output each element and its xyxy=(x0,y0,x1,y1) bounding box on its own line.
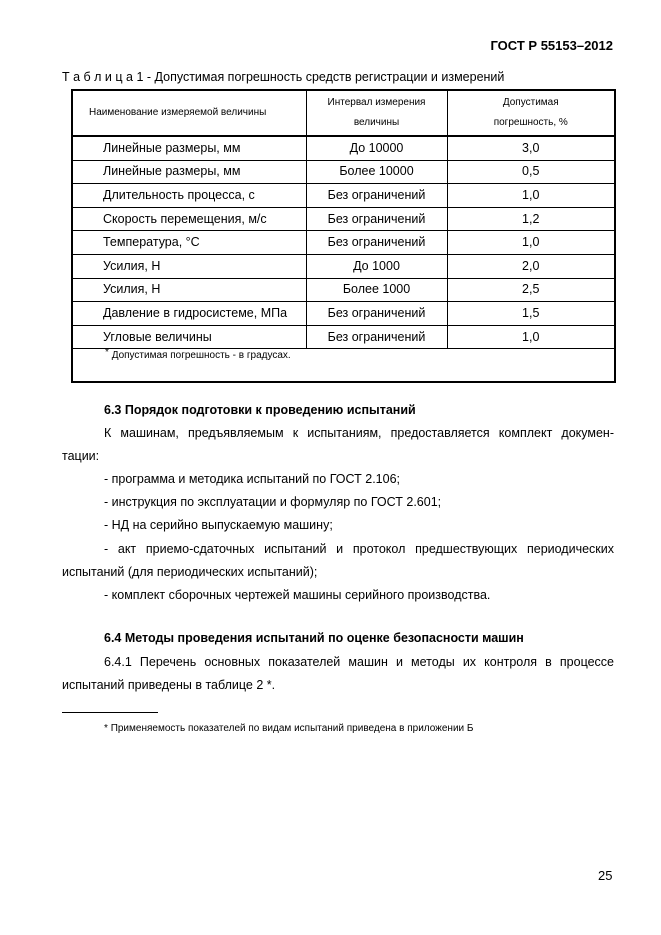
table-row xyxy=(72,207,615,231)
list-item-continuation: испытаний (для периодических испытаний); xyxy=(62,565,318,579)
cell-interval: До 1000 xyxy=(306,254,447,278)
table-note-row xyxy=(72,349,615,383)
tolerance-table xyxy=(71,89,616,383)
table-caption: Т а б л и ц а 1 - Допустимая погрешность средств регистрации и измерений xyxy=(62,70,505,84)
cell-error: 1,5 xyxy=(447,302,615,326)
table-row xyxy=(72,325,615,349)
cell-interval: Без ограничений xyxy=(306,302,447,326)
cell-name: Линейные размеры, мм xyxy=(72,136,306,160)
table-note-text: Допустимая погрешность - в градусах. xyxy=(111,350,291,362)
cell-name: Усилия, Н xyxy=(72,278,306,302)
table-row xyxy=(72,254,615,278)
table-note xyxy=(72,349,615,383)
cell-interval: Без ограничений xyxy=(306,325,447,349)
cell-interval: Более 1000 xyxy=(306,278,447,302)
cell-error: 3,0 xyxy=(447,136,615,160)
page-number: 25 xyxy=(598,868,613,883)
section-6-3-intro-line1: К машинам, предъявляемым к испытаниям, предоставляется комплект докумен- xyxy=(104,426,614,440)
cell-error: 1,0 xyxy=(447,325,615,349)
cell-name: Линейные размеры, мм xyxy=(72,160,306,184)
column-header-name: Наименование измеряемой величины xyxy=(72,90,306,136)
cell-error: 2,5 xyxy=(447,278,615,302)
list-item: - инструкция по эксплуатации и формуляр по ГОСТ 2.601; xyxy=(104,495,442,509)
column-header-error-line1: Допустимая xyxy=(502,97,559,108)
cell-interval: Без ограничений xyxy=(306,231,447,255)
list-item: - акт приемо-сдаточных испытаний и протокол предшествующих периодических xyxy=(104,542,614,556)
cell-error: 0,5 xyxy=(447,160,615,184)
footnote-divider xyxy=(62,712,158,713)
cell-name: Давление в гидросистеме, МПа xyxy=(72,302,306,326)
table-row xyxy=(72,302,615,326)
document-code: ГОСТ Р 55153–2012 xyxy=(490,38,613,53)
footnote-text: Применяемость показателей по видам испытаний приведена в приложении Б xyxy=(110,723,474,734)
column-header-error xyxy=(447,90,615,136)
cell-interval: До 10000 xyxy=(306,136,447,160)
column-header-interval-line2: величины xyxy=(353,117,400,128)
table-row xyxy=(72,160,615,184)
table-row xyxy=(72,231,615,255)
cell-error: 1,2 xyxy=(447,207,615,231)
section-6-4-para-line1: 6.4.1 Перечень основных показателей машин и методы их контроля в процессе xyxy=(104,655,614,669)
cell-error: 1,0 xyxy=(447,231,615,255)
section-6-4-heading: 6.4 Методы проведения испытаний по оценке безопасности машин xyxy=(104,631,524,645)
cell-error: 2,0 xyxy=(447,254,615,278)
cell-interval: Без ограничений xyxy=(306,184,447,208)
list-item: - программа и методика испытаний по ГОСТ 2.106; xyxy=(104,472,400,486)
cell-name: Температура, °С xyxy=(72,231,306,255)
cell-name: Усилия, Н xyxy=(72,254,306,278)
column-header-error-line2: погрешность, % xyxy=(493,117,568,128)
cell-name: Длительность процесса, с xyxy=(72,184,306,208)
table-row xyxy=(72,136,615,160)
table-note-marker: * xyxy=(105,347,109,359)
section-6-4-para-line2: испытаний приведены в таблице 2 *. xyxy=(62,678,276,692)
footnote xyxy=(104,723,473,734)
cell-name: Скорость перемещения, м/с xyxy=(72,207,306,231)
section-6-3-heading: 6.3 Порядок подготовки к проведению испытаний xyxy=(104,403,416,417)
list-item: - НД на серийно выпускаемую машину; xyxy=(104,518,333,532)
column-header-interval xyxy=(306,90,447,136)
cell-interval: Более 10000 xyxy=(306,160,447,184)
table-row xyxy=(72,184,615,208)
section-6-3-intro-line2: тации: xyxy=(62,449,100,463)
cell-interval: Без ограничений xyxy=(306,207,447,231)
footnote-marker: * xyxy=(104,723,108,734)
cell-error: 1,0 xyxy=(447,184,615,208)
table-row xyxy=(72,278,615,302)
cell-name: Угловые величины xyxy=(72,325,306,349)
table-header-row xyxy=(72,90,615,136)
column-header-interval-line1: Интервал измерения xyxy=(327,97,426,108)
list-item: - комплект сборочных чертежей машины серийного производства. xyxy=(104,588,491,602)
